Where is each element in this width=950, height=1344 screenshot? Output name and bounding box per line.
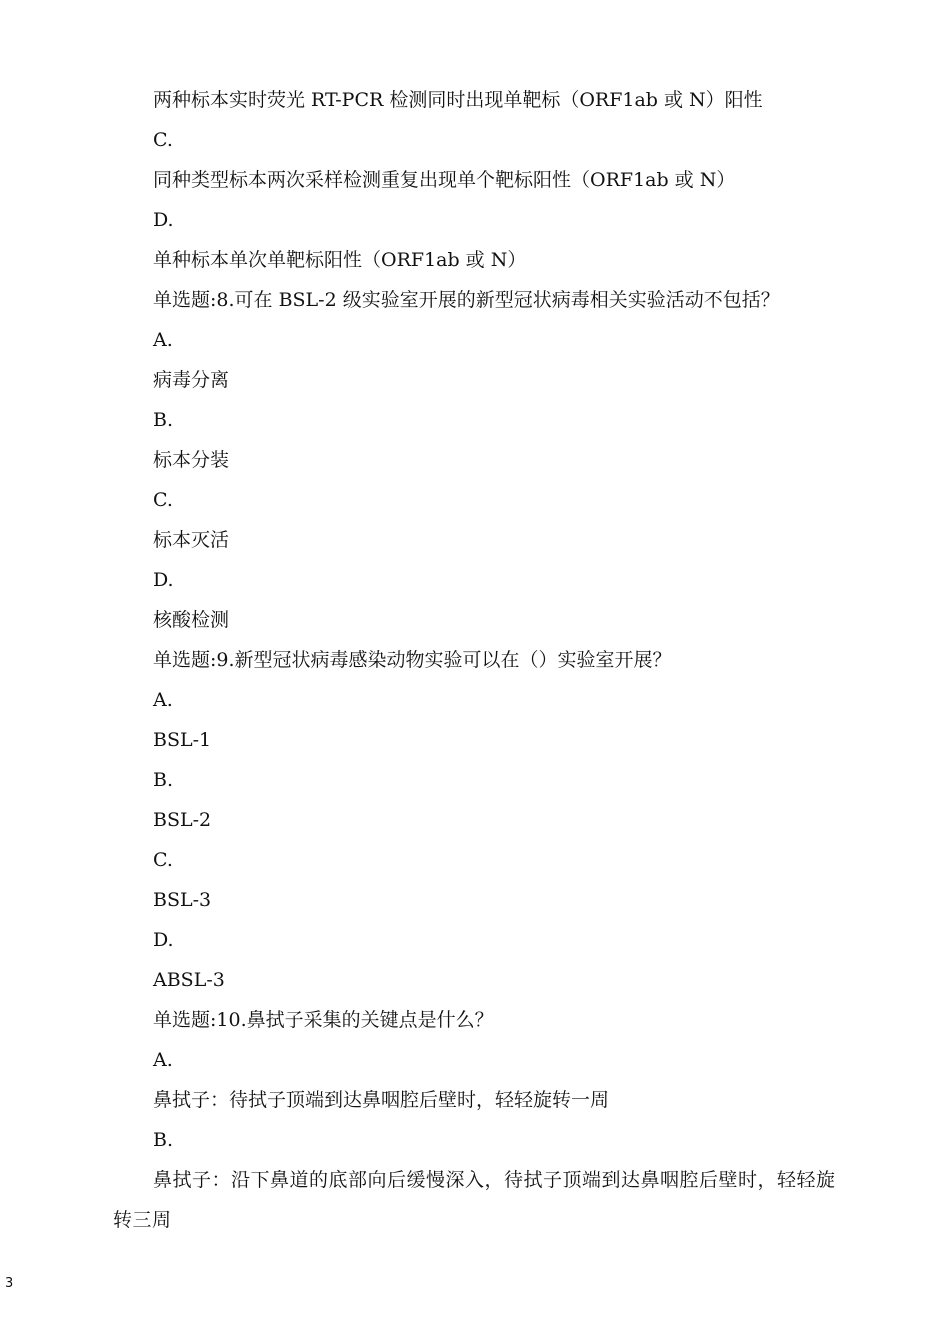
text-line: 单种标本单次单靶标阳性（ORF1ab 或 N） [153, 249, 527, 271]
text-line: 两种标本实时荧光 RT-PCR 检测同时出现单靶标（ORF1ab 或 N）阳性 [153, 89, 763, 111]
option-letter: A. [153, 329, 173, 351]
option-letter: B. [153, 1129, 174, 1151]
option-text: 标本分装 [153, 449, 230, 471]
option-letter: B. [153, 769, 174, 791]
option-text: BSL-2 [153, 809, 212, 831]
option-letter: B. [153, 409, 174, 431]
text-line: D. [153, 209, 174, 231]
option-text: 核酸检测 [153, 609, 230, 631]
option-text: BSL-1 [153, 729, 212, 751]
option-letter: A. [153, 1049, 173, 1071]
option-letter: C. [153, 849, 173, 871]
page-number: 3 [5, 1276, 14, 1291]
text-line: C. [153, 129, 173, 151]
option-letter: C. [153, 489, 173, 511]
option-letter: A. [153, 689, 173, 711]
question-title: 单选题:9.新型冠状病毒感染动物实验可以在（）实验室开展？ [153, 649, 672, 671]
question-title: 单选题:8.可在 BSL-2 级实验室开展的新型冠状病毒相关实验活动不包括？ [153, 289, 780, 311]
option-text: BSL-3 [153, 889, 212, 911]
question-title: 单选题:10.鼻拭子采集的关键点是什么？ [153, 1009, 494, 1031]
option-letter: D. [153, 929, 174, 951]
option-text: ABSL-3 [153, 969, 225, 991]
option-text: 标本灭活 [153, 529, 230, 551]
option-text: 鼻拭子：待拭子顶端到达鼻咽腔后壁时，轻轻旋转一周 [153, 1089, 610, 1111]
text-line: 同种类型标本两次采样检测重复出现单个靶标阳性（ORF1ab 或 N） [153, 169, 736, 191]
option-text: 病毒分离 [153, 369, 230, 391]
option-text-paragraph: 鼻拭子：沿下鼻道的底部向后缓慢深入，待拭子顶端到达鼻咽腔后壁时，轻轻旋转三周 [113, 1169, 836, 1231]
option-letter: D. [153, 569, 174, 591]
